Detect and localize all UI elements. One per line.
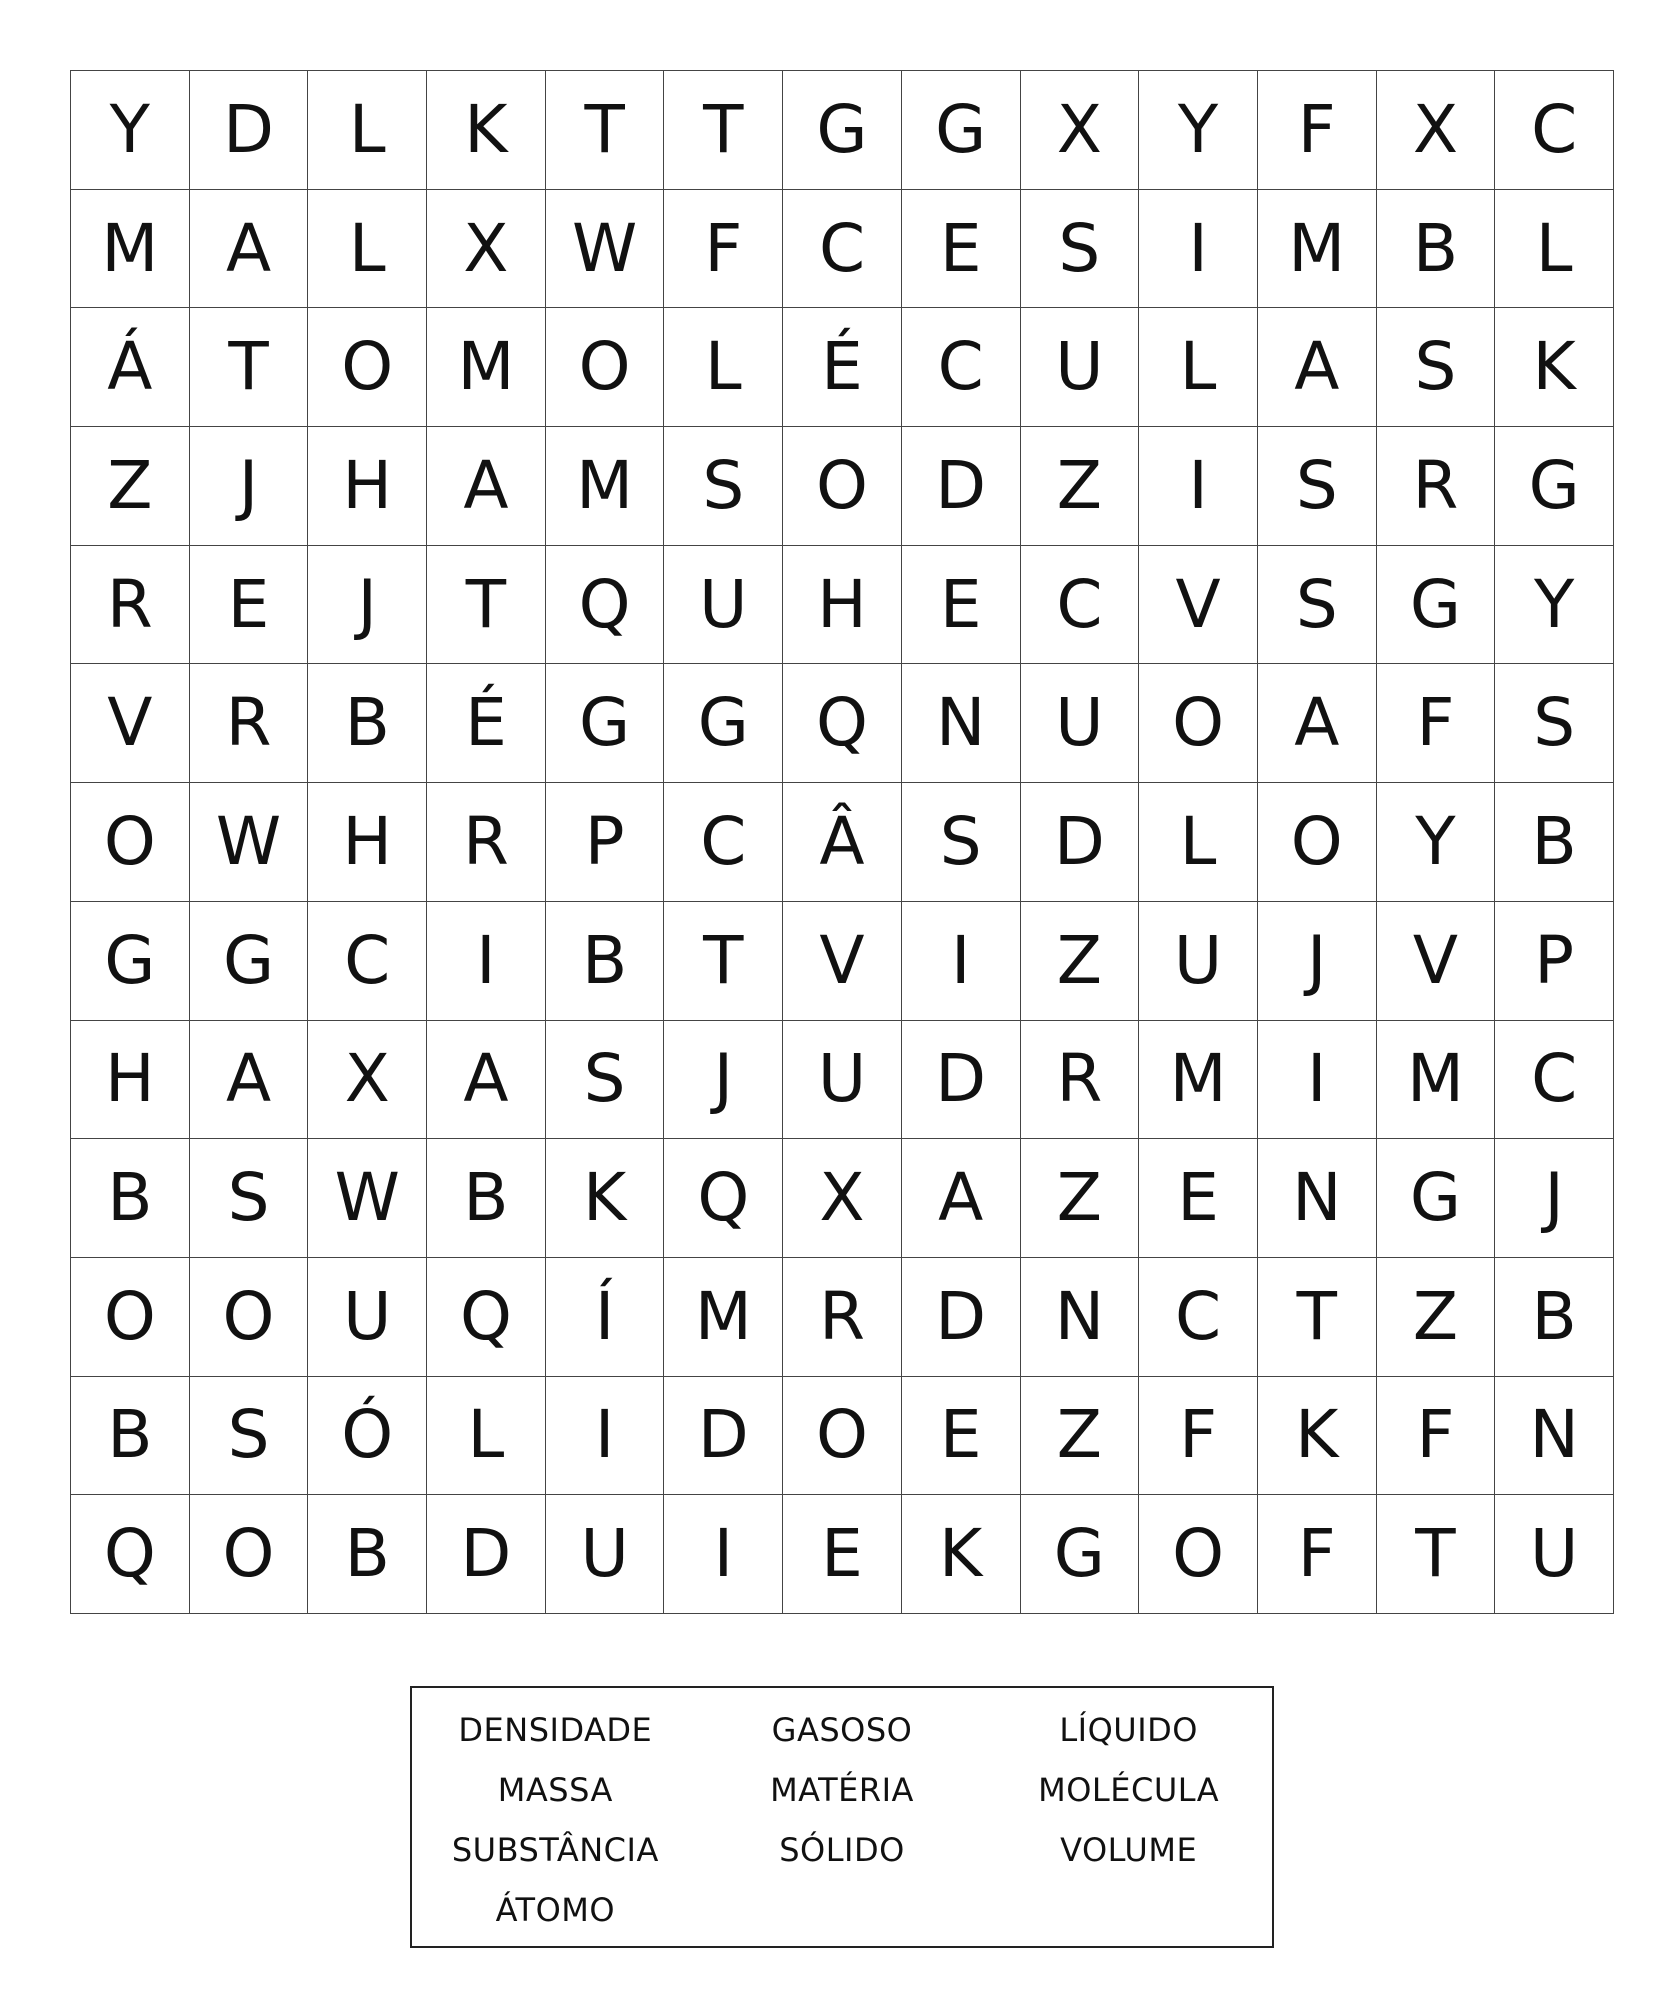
grid-cell-r2-c7[interactable]: C (783, 190, 902, 309)
grid-cell-r13-c13[interactable]: U (1495, 1495, 1614, 1614)
grid-cell-r3-c11[interactable]: A (1258, 308, 1377, 427)
grid-cell-r4-c4[interactable]: A (427, 427, 546, 546)
grid-cell-r2-c9[interactable]: S (1021, 190, 1140, 309)
grid-cell-r2-c2[interactable]: A (190, 190, 309, 309)
grid-cell-r4-c7[interactable]: O (783, 427, 902, 546)
grid-cell-r7-c7[interactable]: Â (783, 783, 902, 902)
grid-cell-r4-c9[interactable]: Z (1021, 427, 1140, 546)
grid-cell-r9-c7[interactable]: U (783, 1021, 902, 1140)
grid-cell-r9-c8[interactable]: D (902, 1021, 1021, 1140)
grid-cell-r6-c13[interactable]: S (1495, 664, 1614, 783)
grid-cell-r4-c10[interactable]: I (1139, 427, 1258, 546)
grid-cell-r2-c13[interactable]: L (1495, 190, 1614, 309)
grid-cell-r11-c2[interactable]: O (190, 1258, 309, 1377)
grid-cell-r3-c3[interactable]: O (308, 308, 427, 427)
grid-cell-r7-c5[interactable]: P (546, 783, 665, 902)
grid-cell-r4-c5[interactable]: M (546, 427, 665, 546)
grid-cell-r7-c8[interactable]: S (902, 783, 1021, 902)
grid-cell-r1-c5[interactable]: T (546, 71, 665, 190)
grid-cell-r1-c7[interactable]: G (783, 71, 902, 190)
grid-cell-r10-c11[interactable]: N (1258, 1139, 1377, 1258)
grid-cell-r3-c10[interactable]: L (1139, 308, 1258, 427)
grid-cell-r1-c6[interactable]: T (664, 71, 783, 190)
grid-cell-r12-c13[interactable]: N (1495, 1377, 1614, 1496)
grid-cell-r1-c9[interactable]: X (1021, 71, 1140, 190)
grid-cell-r1-c13[interactable]: C (1495, 71, 1614, 190)
grid-cell-r11-c13[interactable]: B (1495, 1258, 1614, 1377)
grid-cell-r6-c1[interactable]: V (71, 664, 190, 783)
grid-cell-r5-c8[interactable]: E (902, 546, 1021, 665)
word-search-grid (70, 70, 1614, 1614)
word-list-item: SUBSTÂNCIA (451, 1831, 659, 1869)
grid-cell-r13-c7[interactable]: E (783, 1495, 902, 1614)
grid-cell-r2-c4[interactable]: X (427, 190, 546, 309)
grid-cell-r5-c4[interactable]: T (427, 546, 546, 665)
grid-cell-r3-c9[interactable]: U (1021, 308, 1140, 427)
grid-cell-r9-c6[interactable]: J (664, 1021, 783, 1140)
grid-cell-r3-c13[interactable]: K (1495, 308, 1614, 427)
grid-cell-r11-c4[interactable]: Q (427, 1258, 546, 1377)
grid-cell-r13-c5[interactable]: U (546, 1495, 665, 1614)
grid-cell-r6-c8[interactable]: N (902, 664, 1021, 783)
grid-cell-r1-c8[interactable]: G (902, 71, 1021, 190)
grid-cell-r13-c1[interactable]: Q (71, 1495, 190, 1614)
grid-cell-r2-c5[interactable]: W (546, 190, 665, 309)
grid-cell-r10-c5[interactable]: K (546, 1139, 665, 1258)
grid-cell-r11-c7[interactable]: R (783, 1258, 902, 1377)
word-list-item: LÍQUIDO (1059, 1711, 1198, 1749)
word-list-box (410, 1686, 1274, 1948)
grid-cell-r10-c2[interactable]: S (190, 1139, 309, 1258)
grid-cell-r10-c8[interactable]: A (902, 1139, 1021, 1258)
grid-cell-r12-c9[interactable]: Z (1021, 1377, 1140, 1496)
grid-cell-r1-c11[interactable]: F (1258, 71, 1377, 190)
grid-cell-r7-c10[interactable]: L (1139, 783, 1258, 902)
grid-cell-r12-c3[interactable]: Ó (308, 1377, 427, 1496)
grid-cell-r8-c7[interactable]: V (783, 902, 902, 1021)
grid-cell-r1-c2[interactable]: D (190, 71, 309, 190)
grid-cell-r12-c7[interactable]: O (783, 1377, 902, 1496)
word-list-item: ÁTOMO (495, 1891, 616, 1929)
grid-cell-r7-c1[interactable]: O (71, 783, 190, 902)
grid-cell-r6-c7[interactable]: Q (783, 664, 902, 783)
grid-cell-r1-c4[interactable]: K (427, 71, 546, 190)
grid-cell-r13-c9[interactable]: G (1021, 1495, 1140, 1614)
grid-cell-r8-c3[interactable]: C (308, 902, 427, 1021)
grid-cell-r1-c12[interactable]: X (1377, 71, 1496, 190)
grid-cell-r5-c2[interactable]: E (190, 546, 309, 665)
grid-cell-r4-c3[interactable]: H (308, 427, 427, 546)
grid-cell-r12-c10[interactable]: F (1139, 1377, 1258, 1496)
grid-cell-r9-c5[interactable]: S (546, 1021, 665, 1140)
grid-cell-r7-c6[interactable]: C (664, 783, 783, 902)
grid-cell-r3-c6[interactable]: L (664, 308, 783, 427)
grid-cell-r5-c6[interactable]: U (664, 546, 783, 665)
grid-cell-r3-c2[interactable]: T (190, 308, 309, 427)
grid-cell-r3-c12[interactable]: S (1377, 308, 1496, 427)
grid-cell-r10-c10[interactable]: E (1139, 1139, 1258, 1258)
grid-cell-r5-c11[interactable]: S (1258, 546, 1377, 665)
grid-cell-r6-c4[interactable]: É (427, 664, 546, 783)
grid-cell-r6-c9[interactable]: U (1021, 664, 1140, 783)
grid-cell-r11-c10[interactable]: C (1139, 1258, 1258, 1377)
grid-cell-r4-c8[interactable]: D (902, 427, 1021, 546)
grid-cell-r6-c2[interactable]: R (190, 664, 309, 783)
grid-cell-r13-c8[interactable]: K (902, 1495, 1021, 1614)
grid-cell-r9-c11[interactable]: I (1258, 1021, 1377, 1140)
grid-cell-r2-c10[interactable]: I (1139, 190, 1258, 309)
grid-cell-r9-c4[interactable]: A (427, 1021, 546, 1140)
grid-cell-r10-c13[interactable]: J (1495, 1139, 1614, 1258)
grid-cell-r8-c6[interactable]: T (664, 902, 783, 1021)
grid-cell-r5-c7[interactable]: H (783, 546, 902, 665)
grid-cell-r11-c3[interactable]: U (308, 1258, 427, 1377)
grid-cell-r3-c4[interactable]: M (427, 308, 546, 427)
grid-cell-r12-c11[interactable]: K (1258, 1377, 1377, 1496)
grid-cell-r13-c12[interactable]: T (1377, 1495, 1496, 1614)
grid-cell-r4-c13[interactable]: G (1495, 427, 1614, 546)
grid-cell-r12-c2[interactable]: S (190, 1377, 309, 1496)
grid-cell-r2-c8[interactable]: E (902, 190, 1021, 309)
word-list-item: SÓLIDO (779, 1831, 905, 1869)
grid-cell-r10-c1[interactable]: B (71, 1139, 190, 1258)
grid-cell-r4-c12[interactable]: R (1377, 427, 1496, 546)
grid-cell-r6-c6[interactable]: G (664, 664, 783, 783)
grid-cell-r9-c9[interactable]: R (1021, 1021, 1140, 1140)
word-list-item: DENSIDADE (458, 1711, 653, 1749)
grid-cell-r1-c3[interactable]: L (308, 71, 427, 190)
grid-cell-r3-c1[interactable]: Á (71, 308, 190, 427)
grid-cell-r2-c12[interactable]: B (1377, 190, 1496, 309)
grid-cell-r9-c12[interactable]: M (1377, 1021, 1496, 1140)
grid-cell-r12-c1[interactable]: B (71, 1377, 190, 1496)
grid-cell-r5-c5[interactable]: Q (546, 546, 665, 665)
grid-cell-r2-c1[interactable]: M (71, 190, 190, 309)
grid-cell-r4-c6[interactable]: S (664, 427, 783, 546)
grid-cell-r7-c4[interactable]: R (427, 783, 546, 902)
grid-cell-r11-c9[interactable]: N (1021, 1258, 1140, 1377)
word-list-item: MASSA (497, 1771, 613, 1809)
grid-cell-r12-c8[interactable]: E (902, 1377, 1021, 1496)
grid-cell-r5-c9[interactable]: C (1021, 546, 1140, 665)
grid-cell-r11-c5[interactable]: Í (546, 1258, 665, 1377)
grid-cell-r12-c12[interactable]: F (1377, 1377, 1496, 1496)
grid-cell-r2-c3[interactable]: L (308, 190, 427, 309)
grid-cell-r5-c1[interactable]: R (71, 546, 190, 665)
grid-cell-r8-c9[interactable]: Z (1021, 902, 1140, 1021)
grid-cell-r10-c6[interactable]: Q (664, 1139, 783, 1258)
grid-cell-r6-c10[interactable]: O (1139, 664, 1258, 783)
grid-cell-r5-c3[interactable]: J (308, 546, 427, 665)
grid-cell-r6-c12[interactable]: F (1377, 664, 1496, 783)
grid-cell-r5-c10[interactable]: V (1139, 546, 1258, 665)
grid-cell-r5-c12[interactable]: G (1377, 546, 1496, 665)
grid-cell-r8-c10[interactable]: U (1139, 902, 1258, 1021)
grid-cell-r6-c11[interactable]: A (1258, 664, 1377, 783)
grid-cell-r8-c12[interactable]: V (1377, 902, 1496, 1021)
grid-cell-r2-c6[interactable]: F (664, 190, 783, 309)
grid-cell-r6-c3[interactable]: B (308, 664, 427, 783)
grid-cell-r13-c10[interactable]: O (1139, 1495, 1258, 1614)
grid-cell-r8-c1[interactable]: G (71, 902, 190, 1021)
grid-cell-r11-c1[interactable]: O (71, 1258, 190, 1377)
grid-cell-r7-c12[interactable]: Y (1377, 783, 1496, 902)
grid-cell-r10-c3[interactable]: W (308, 1139, 427, 1258)
grid-cell-r13-c6[interactable]: I (664, 1495, 783, 1614)
grid-cell-r13-c4[interactable]: D (427, 1495, 546, 1614)
grid-cell-r6-c5[interactable]: G (546, 664, 665, 783)
grid-cell-r13-c2[interactable]: O (190, 1495, 309, 1614)
grid-cell-r1-c10[interactable]: Y (1139, 71, 1258, 190)
grid-cell-r2-c11[interactable]: M (1258, 190, 1377, 309)
word-list-item: VOLUME (1060, 1831, 1198, 1869)
grid-cell-r8-c4[interactable]: I (427, 902, 546, 1021)
grid-cell-r12-c4[interactable]: L (427, 1377, 546, 1496)
grid-cell-r4-c1[interactable]: Z (71, 427, 190, 546)
word-list-item: MATÉRIA (770, 1771, 914, 1809)
grid-cell-r9-c2[interactable]: A (190, 1021, 309, 1140)
grid-cell-r8-c8[interactable]: I (902, 902, 1021, 1021)
grid-cell-r7-c11[interactable]: O (1258, 783, 1377, 902)
grid-cell-r4-c2[interactable]: J (190, 427, 309, 546)
grid-cell-r11-c6[interactable]: M (664, 1258, 783, 1377)
grid-cell-r9-c3[interactable]: X (308, 1021, 427, 1140)
grid-cell-r9-c13[interactable]: C (1495, 1021, 1614, 1140)
grid-cell-r1-c1[interactable]: Y (71, 71, 190, 190)
grid-cell-r4-c11[interactable]: S (1258, 427, 1377, 546)
word-list-item: GASOSO (771, 1711, 913, 1749)
grid-cell-r10-c4[interactable]: B (427, 1139, 546, 1258)
grid-cell-r5-c13[interactable]: Y (1495, 546, 1614, 665)
word-list-item: MOLÉCULA (1038, 1771, 1220, 1809)
grid-cell-r7-c13[interactable]: B (1495, 783, 1614, 902)
grid-cell-r3-c8[interactable]: C (902, 308, 1021, 427)
grid-cell-r7-c9[interactable]: D (1021, 783, 1140, 902)
grid-cell-r12-c5[interactable]: I (546, 1377, 665, 1496)
grid-cell-r9-c1[interactable]: H (71, 1021, 190, 1140)
grid-cell-r9-c10[interactable]: M (1139, 1021, 1258, 1140)
grid-cell-r11-c8[interactable]: D (902, 1258, 1021, 1377)
grid-cell-r8-c2[interactable]: G (190, 902, 309, 1021)
grid-cell-r13-c3[interactable]: B (308, 1495, 427, 1614)
grid-cell-r11-c11[interactable]: T (1258, 1258, 1377, 1377)
grid-cell-r10-c7[interactable]: X (783, 1139, 902, 1258)
grid-cell-r8-c5[interactable]: B (546, 902, 665, 1021)
grid-cell-r11-c12[interactable]: Z (1377, 1258, 1496, 1377)
grid-cell-r10-c12[interactable]: G (1377, 1139, 1496, 1258)
grid-cell-r13-c11[interactable]: F (1258, 1495, 1377, 1614)
grid-cell-r3-c7[interactable]: É (783, 308, 902, 427)
grid-cell-r8-c11[interactable]: J (1258, 902, 1377, 1021)
grid-cell-r3-c5[interactable]: O (546, 308, 665, 427)
grid-cell-r10-c9[interactable]: Z (1021, 1139, 1140, 1258)
grid-cell-r12-c6[interactable]: D (664, 1377, 783, 1496)
grid-cell-r7-c3[interactable]: H (308, 783, 427, 902)
grid-cell-r7-c2[interactable]: W (190, 783, 309, 902)
grid-cell-r8-c13[interactable]: P (1495, 902, 1614, 1021)
